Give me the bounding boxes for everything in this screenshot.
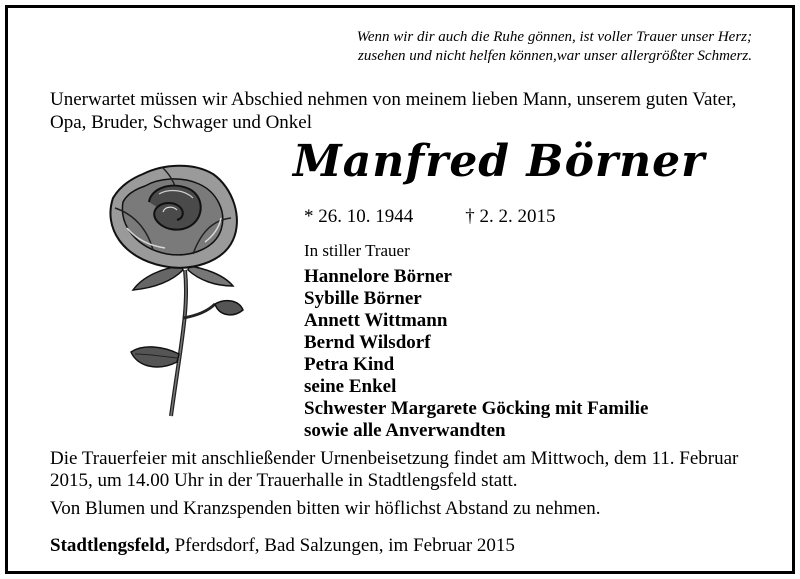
quote-line-2: zusehen und nicht helfen können,war unser allergrößter Schmerz. (358, 48, 752, 64)
mourner: seine Enkel (304, 376, 397, 397)
birth-date: * 26. 10. 1944 (304, 206, 414, 227)
mourner: Bernd Wilsdorf (304, 332, 431, 353)
place-town: Stadtlengsfeld, (50, 535, 170, 556)
flowers-notice: Von Blumen und Kranzspenden bitten wir höflichst Abstand zu nehmen. (50, 498, 601, 519)
mourner: Hannelore Börner (304, 266, 452, 287)
intro-text: Unerwartet müssen wir Abschied nehmen von meinem lieben Mann, unserem guten Vater, Opa, Bruder, Schwager und Onkel (50, 89, 737, 133)
deceased-name: Manfred Börner (293, 136, 706, 187)
mourner: sowie alle Anverwandten (304, 420, 506, 441)
place-and-date (50, 535, 770, 557)
mourner: Sybille Börner (304, 288, 422, 309)
quote-line-1: Wenn wir dir auch die Ruhe gönnen, ist voller Trauer unser Herz; (356, 29, 752, 45)
ceremony-notice: Die Trauerfeier mit anschließender Urnenbeisetzung findet am Mittwoch, dem 11. Februar 2015, um 14.00 Uhr in der Trauerhalle in Stadtlengsfeld statt. (50, 448, 739, 491)
obituary-frame (5, 5, 795, 574)
life-dates (304, 205, 556, 229)
obituary-content (8, 8, 792, 571)
mourner: Petra Kind (304, 354, 395, 375)
mourning-intro: In stiller Trauer (304, 241, 410, 260)
mourners-list (304, 266, 648, 442)
place-rest: Pferdsdorf, Bad Salzungen, im Februar 2015 (169, 535, 515, 556)
memorial-quote (192, 28, 752, 66)
mourner: Annett Wittmann (304, 310, 448, 331)
rose-icon (93, 158, 283, 418)
death-date: † 2. 2. 2015 (465, 206, 556, 227)
mourner: Schwester Margarete Göcking mit Familie (304, 398, 649, 419)
